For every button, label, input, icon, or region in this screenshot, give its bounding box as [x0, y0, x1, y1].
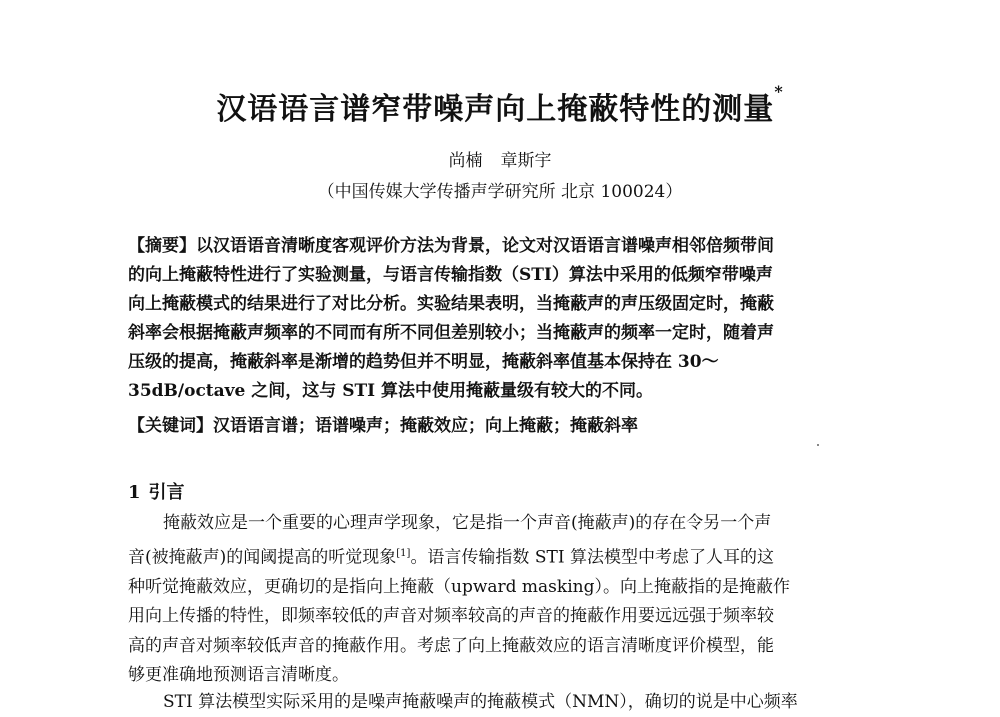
body-line: 用向上传播的特性，即频率较低的声音对频率较高的声音的掩蔽作用要远远强于频率较: [128, 606, 774, 627]
body-text-segment: 音(被掩蔽声)的闻阈提高的听觉现象: [128, 547, 397, 568]
abstract-line: 35dB/octave 之间，这与 STI 算法中使用掩蔽量级有较大的不同。: [128, 381, 654, 401]
author-name: 章斯宇: [500, 151, 552, 171]
abstract-block: [128, 232, 898, 406]
keywords-text: 汉语语言谱；语谱噪声；掩蔽效应；向上掩蔽；掩蔽斜率: [213, 416, 638, 436]
paper-title-text: 汉语语言谱窄带噪声向上掩蔽特性的测量: [216, 92, 775, 127]
paper-title: [0, 84, 1000, 128]
abstract-line: 压级的提高，掩蔽斜率是渐增的趋势但并不明显，掩蔽斜率值基本保持在 30～: [128, 352, 719, 372]
body-paragraph-2: STI 算法模型实际采用的是噪声掩蔽噪声的掩蔽模式（NMN），确切的说是中心频率: [163, 692, 798, 712]
body-line: [128, 539, 900, 573]
affiliation: （中国传媒大学传播声学研究所 北京 100024）: [317, 182, 683, 202]
section-number: 1: [128, 482, 141, 503]
body-paragraph: [128, 509, 900, 691]
section-heading: [128, 478, 185, 504]
title-footnote-mark: *: [774, 82, 784, 101]
body-line: 高的声音对频率较低声音的掩蔽作用。考虑了向上掩蔽效应的语言清晰度评价模型，能: [128, 635, 774, 656]
citation-mark: [1]: [396, 547, 411, 559]
body-line: 种听觉掩蔽效应，更确切的是指向上掩蔽（upward masking）。向上掩蔽指的是掩蔽作: [128, 576, 790, 597]
abstract-line: 的向上掩蔽特性进行了实验测量，与语言传输指数（STI）算法中采用的低频窄带噪声: [128, 265, 773, 285]
author-name: 尚楠: [448, 151, 483, 171]
scan-speck: [817, 444, 819, 446]
abstract-label: 【摘要】: [128, 236, 196, 256]
author-list: [0, 146, 1000, 171]
abstract-line: [128, 232, 898, 261]
body-line: 够更准确地预测语言清晰度。: [128, 665, 349, 686]
abstract-line: 斜率会根据掩蔽声频率的不同而有所不同但差别较小；当掩蔽声的频率一定时，随着声: [128, 323, 774, 343]
abstract-text: 以汉语语音清晰度客观评价方法为背景，论文对汉语语言谱噪声相邻倍频带间: [196, 236, 774, 256]
abstract-line: 向上掩蔽模式的结果进行了对比分析。实验结果表明，当掩蔽声的声压级固定时，掩蔽: [128, 294, 774, 314]
section-title: 引言: [148, 482, 185, 503]
keywords-block: [128, 412, 898, 441]
keywords-label: 【关键词】: [128, 416, 213, 436]
body-line: 掩蔽效应是一个重要的心理声学现象，它是指一个声音(掩蔽声)的存在令另一个声: [163, 513, 772, 533]
body-text-segment: 。语言传输指数 STI 算法模型中考虑了人耳的这: [410, 547, 774, 568]
